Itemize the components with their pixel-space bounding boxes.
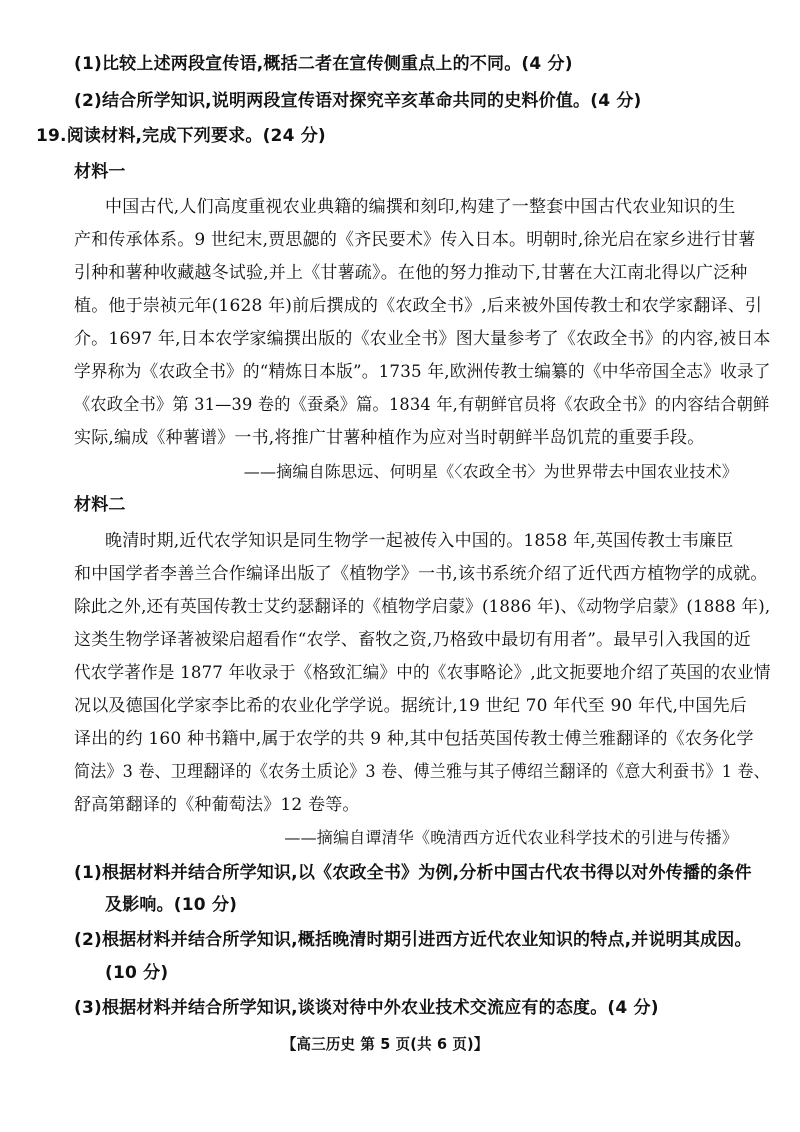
sub-question-1: (1)根据材料并结合所学知识,以《农政全书》为例,分析中国古代农书得以对外传播的条件 [74, 863, 752, 883]
page-footer: 【高三历史 第 5 页(共 6 页)】 [281, 1035, 489, 1053]
material-2-source: ——摘编自谭清华《晚清西方近代农业科学技术的引进与传播》 [284, 828, 738, 847]
material-2-line: 简法》3 卷、卫理翻译的《农务土质论》3 卷、傅兰雅与其子傅绍兰翻译的《意大利蚕书》1 卷、 [74, 762, 770, 782]
material-2-line: 译出的约 160 种书籍中,属于农学的共 9 种,其中包括英国传教士傅兰雅翻译的《农务化学 [74, 729, 754, 749]
material-2-line: 晚清时期,近代农学知识是同生物学一起被传入中国的。1858 年,英国传教士韦廉臣 [105, 531, 734, 551]
sub-question-1-cont: 及影响。(10 分) [105, 895, 238, 915]
material-1-line: 产和传承体系。9 世纪末,贾思勰的《齐民要术》传入日本。明朝时,徐光启在家乡进行甘薯 [74, 230, 756, 250]
question-19-stem: 19.阅读材料,完成下列要求。(24 分) [36, 126, 326, 146]
sub-question-2: (2)根据材料并结合所学知识,概括晚清时期引进西方近代农业知识的特点,并说明其成因。 [74, 930, 752, 950]
material-1-heading: 材料一 [74, 162, 126, 182]
material-1-line: 实际,编成《种薯谱》一书,将推广甘薯种植作为应对当时朝鲜半岛饥荒的重要手段。 [74, 428, 705, 448]
material-1-line: 介。1697 年,日本农学家编撰出版的《农业全书》图大量参考了《农政全书》的内容,被日本 [74, 329, 771, 349]
material-2-line: 代农学著作是 1877 年收录于《格致汇编》中的《农事略论》,此文扼要地介绍了英国的农业情 [74, 663, 771, 683]
material-2-line: 况以及德国化学家李比希的农业化学学说。据统计,19 世纪 70 年代至 90 年代,中国先后 [74, 696, 747, 716]
sub-question-3: (3)根据材料并结合所学知识,谈谈对待中外农业技术交流应有的态度。(4 分) [74, 998, 659, 1018]
material-1-source: ——摘编自陈思远、何明星《〈农政全书〉为世界带去中国农业技术》 [243, 462, 738, 481]
material-1-line: 《农政全书》第 31—39 卷的《蚕桑》篇。1834 年,有朝鲜官员将《农政全书》的内容结合朝鲜 [74, 395, 770, 415]
material-1-line: 植。他于崇祯元年(1628 年)前后撰成的《农政全书》,后来被外国传教士和农学家翻译、引 [74, 296, 763, 316]
material-2-line: 和中国学者李善兰合作编译出版了《植物学》一书,该书系统介绍了近代西方植物学的成就。 [74, 564, 768, 584]
sub-question-2-cont: (10 分) [105, 963, 169, 983]
top-question-1: (1)比较上述两段宣传语,概括二者在宣传侧重点上的不同。(4 分) [74, 54, 573, 74]
material-2-line: 舒高第翻译的《种葡萄法》12 卷等。 [74, 795, 360, 815]
material-1-line: 学界称为《农政全书》的“精炼日本版”。1735 年,欧洲传教士编纂的《中华帝国全志》收录了 [74, 362, 771, 382]
material-2-line: 除此之外,还有英国传教士艾约瑟翻译的《植物学启蒙》(1886 年)、《动物学启蒙》(1888 年), [74, 597, 771, 617]
top-question-2: (2)结合所学知识,说明两段宣传语对探究辛亥革命共同的史料价值。(4 分) [74, 91, 642, 111]
material-2-heading: 材料二 [74, 495, 126, 515]
material-1-line: 引种和薯种收藏越冬试验,并上《甘薯疏》。在他的努力推动下,甘薯在大江南北得以广泛种 [74, 263, 748, 283]
material-2-line: 这类生物学译著被梁启超看作“农学、畜牧之资,乃格致中最切有用者”。最早引入我国的近 [74, 630, 751, 650]
material-1-line: 中国古代,人们高度重视农业典籍的编撰和刻印,构建了一整套中国古代农业知识的生 [105, 197, 736, 217]
